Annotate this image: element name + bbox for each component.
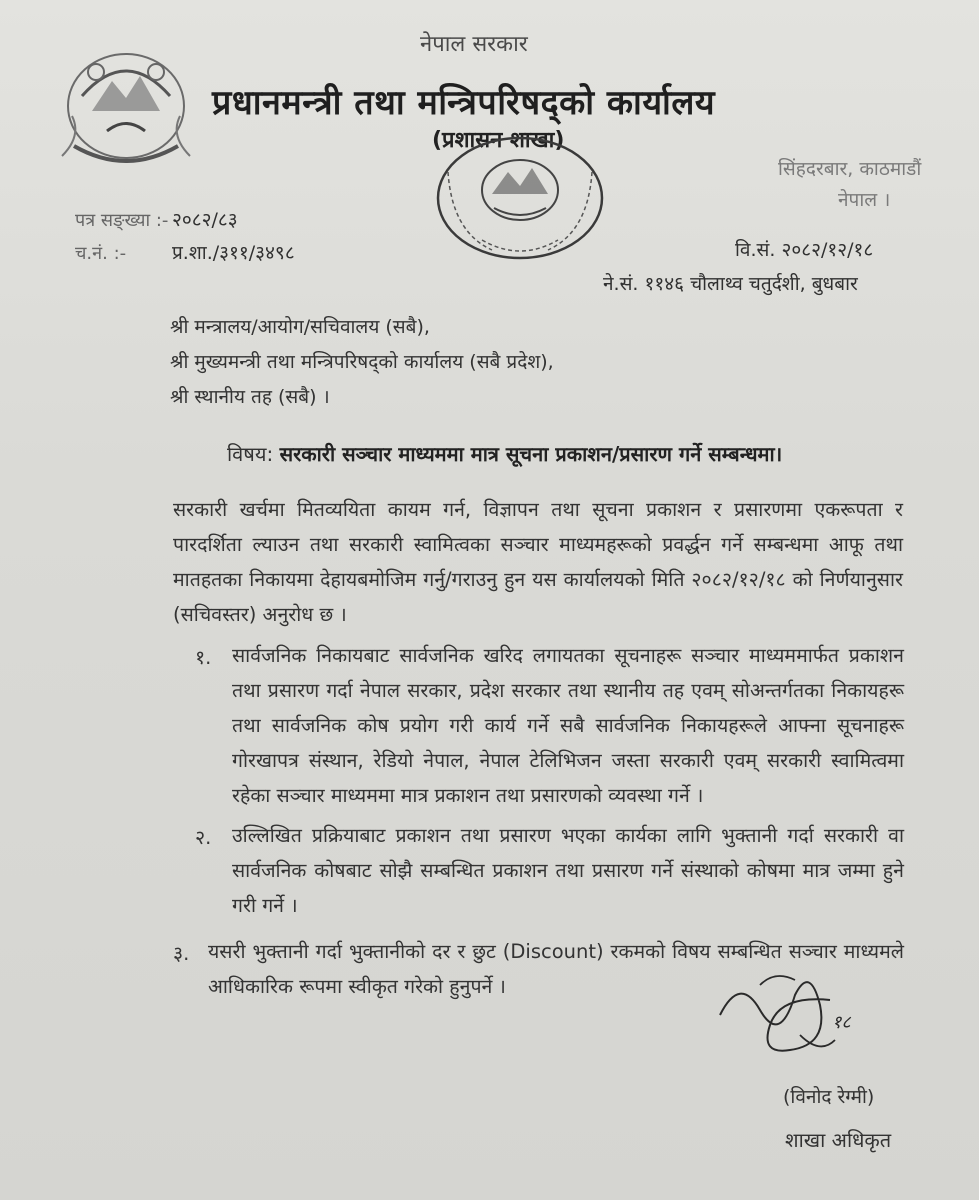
address-line-1: सिंहदरबार, काठमाडौं [778, 158, 922, 180]
subject-text: सरकारी सञ्चार माध्यममा मात्र सूचना प्रकाशन/प्रसारण गर्ने सम्बन्धमा। [279, 442, 783, 466]
intro-paragraph: सरकारी खर्चमा मितव्ययिता कायम गर्न, विज्ञापन तथा सूचना प्रकाशन र प्रसारणमा एकरूपता र पारदर्शिता ल्याउन तथा सरकारी स्वामित्वका सञ्चार माध्यमहरूको प्रवर्द्धन गर्ने सम्बन्धमा आफू तथा मातहतका निकायमा देहायबमोजिम गर्नु/गराउनु हुन यस कार्यालयको मिति २०८२/१२/१८ को निर्णयानुसार (सचिवस्तर) अनुरोध छ । [173, 498, 903, 626]
dispatch-number-value: प्र.शा./३११/३४९८ [172, 242, 295, 264]
signatory-name: (विनोद रेग्मी) [783, 1086, 875, 1108]
government-heading: नेपाल सरकार [420, 32, 528, 57]
recipient-line: श्री मन्त्रालय/आयोग/सचिवालय (सबै), [170, 316, 430, 338]
signatory-designation: शाखा अधिकृत [785, 1128, 892, 1152]
dispatch-number-label: च.नं. :- [75, 243, 127, 264]
list-item: सार्वजनिक निकायबाट सार्वजनिक खरिद लगायतका सूचनाहरू सञ्चार माध्यममार्फत प्रकाशन तथा प्रसारण गर्दा नेपाल सरकार, प्रदेश सरकार तथा स्थानीय तह एवम् सोअन्तर्गतका निकायहरू तथा सार्वजनिक कोष प्रयोग गरी कार्य गर्ने सबै सार्वजनिक निकायहरूले आफ्ना सूचनाहरू गोरखापत्र संस्थान, रेडियो नेपाल, नेपाल टेलिभिजन जस्ता सरकारी एवम् सरकारी स्वामित्वमा रहेका सञ्चार माध्यममा मात्र प्रकाशन तथा प्रसारणको व्यवस्था गर्ने । [232, 644, 904, 807]
recipient-line: श्री स्थानीय तह (सबै) । [170, 386, 330, 408]
recipient-line: श्री मुख्यमन्त्री तथा मन्त्रिपरिषद्को कार्यालय (सबै प्रदेश), [170, 351, 554, 373]
office-title: प्रधानमन्त्री तथा मन्त्रिपरिषद्को कार्यालय [212, 83, 716, 123]
item-number: २. [195, 826, 212, 849]
date-bs: वि.सं. २०८२/१२/१८ [735, 239, 874, 261]
letter-number-label: पत्र सङ्ख्या :- [75, 210, 169, 231]
list-item: यसरी भुक्तानी गर्दा भुक्तानीको दर र छुट (Discount) रकमको विषय सम्बन्धित सञ्चार माध्यमले आधिकारिक रूपमा स्वीकृत गरेको हुनुपर्ने । [208, 940, 904, 998]
subject-label: विषय: [227, 442, 274, 466]
signature-icon [700, 955, 890, 1075]
item-number: १. [195, 646, 212, 669]
list-item: उल्लिखित प्रक्रियाबाट प्रकाशन तथा प्रसारण भएका कार्यका लागि भुक्तानी गर्दा सरकारी वा सार्वजनिक कोषबाट सोझै सम्बन्धित प्रकाशन तथा प्रसारण गर्ने संस्थाको कोषमा मात्र जम्मा हुने गरी गर्ने । [232, 824, 904, 917]
date-nepal-sambat: ने.सं. ११४६ चौलाथ्व चतुर्दशी, बुधबार [603, 273, 858, 295]
item-number: ३. [173, 942, 190, 965]
address-line-2: नेपाल । [838, 189, 891, 211]
subject-line [227, 440, 782, 467]
office-stamp-icon [432, 132, 607, 267]
letter-number-value: २०८२/८३ [172, 209, 238, 231]
branch-name: (प्रशासन शाखा) [432, 128, 565, 153]
nepal-emblem-icon [52, 36, 200, 176]
signature-date: १८ [832, 1012, 851, 1033]
